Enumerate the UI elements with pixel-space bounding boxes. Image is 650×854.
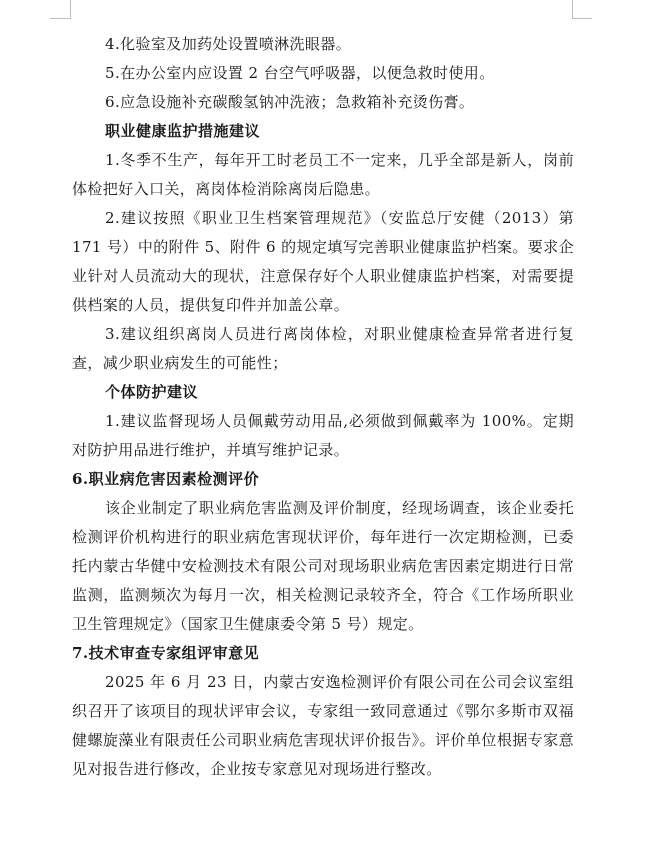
paragraph-hazard-monitoring: 该企业制定了职业病危害监测及评价制度，经现场调查，该企业委托检测评价机构进行的职业病危害现状评价，每年进行一次定期检测，已委托内蒙古华健中安检测技术有限公司对现场职业病危害因素定期进行日常监测，监测频次为每月一次，相关检测记录较齐全，符合《工作场所职业卫生管理规定》（国家卫生健康委令第 5 号）规定。	[72, 499, 574, 633]
heading-section-7: 7.技术审查专家组评审意见	[72, 644, 260, 662]
paragraph-breathing-apparatus: 5.在办公室内应设置 2 台空气呼吸器，以便急救时使用。	[105, 64, 495, 82]
paragraph-departure-checkup: 3.建议组织离岗人员进行离岗体检，对职业健康检查异常者进行复查，减少职业病发生的可能性；	[72, 325, 574, 372]
heading-health-monitoring: 职业健康监护措施建议	[105, 122, 261, 140]
crop-mark-left-vertical	[70, 0, 71, 19]
paragraph-pre-job-checkup: 1.冬季不生产，每年开工时老员工不一定来，几乎全部是新人，岗前体检把好入口关，离岗体检消除离岗后隐患。	[72, 151, 574, 198]
heading-section-6: 6.职业病危害因素检测评价	[72, 470, 260, 488]
heading-personal-protection: 个体防护建议	[105, 383, 199, 401]
paragraph-protective-equipment: 1.建议监督现场人员佩戴劳动用品,必须做到佩戴率为 100%。定期对防护用品进行维护，并填写维护记录。	[72, 412, 574, 459]
paragraph-eyewash: 4.化验室及加药处设置喷淋洗眼器。	[105, 35, 352, 53]
paragraph-emergency-supplies: 6.应急设施补充碳酸氢钠冲洗液；急救箱补充烫伤膏。	[105, 93, 475, 111]
crop-mark-right-horizontal	[572, 18, 592, 19]
document-page	[72, 30, 574, 784]
paragraph-health-records: 2.建议按照《职业卫生档案管理规范》（安监总厅安健（2013）第 171 号）中的附件 5、附件 6 的规定填写完善职业健康监护档案。要求企业针对人员流动大的现状，注意保存好个人职业健康监护档案，对需要提供档案的人员，提供复印件并加盖公章。	[72, 209, 574, 314]
crop-mark-right-vertical	[572, 0, 573, 19]
paragraph-expert-review: 2025 年 6 月 23 日，内蒙古安逸检测评价有限公司在公司会议室组织召开了该项目的现状评审会议，专家组一致同意通过《鄂尔多斯市双福健螺旋藻业有限责任公司职业病危害现状评价报告》。评价单位根据专家意见对报告进行修改，企业按专家意见对现场进行整改。	[72, 673, 574, 778]
crop-mark-left-horizontal	[50, 18, 70, 19]
